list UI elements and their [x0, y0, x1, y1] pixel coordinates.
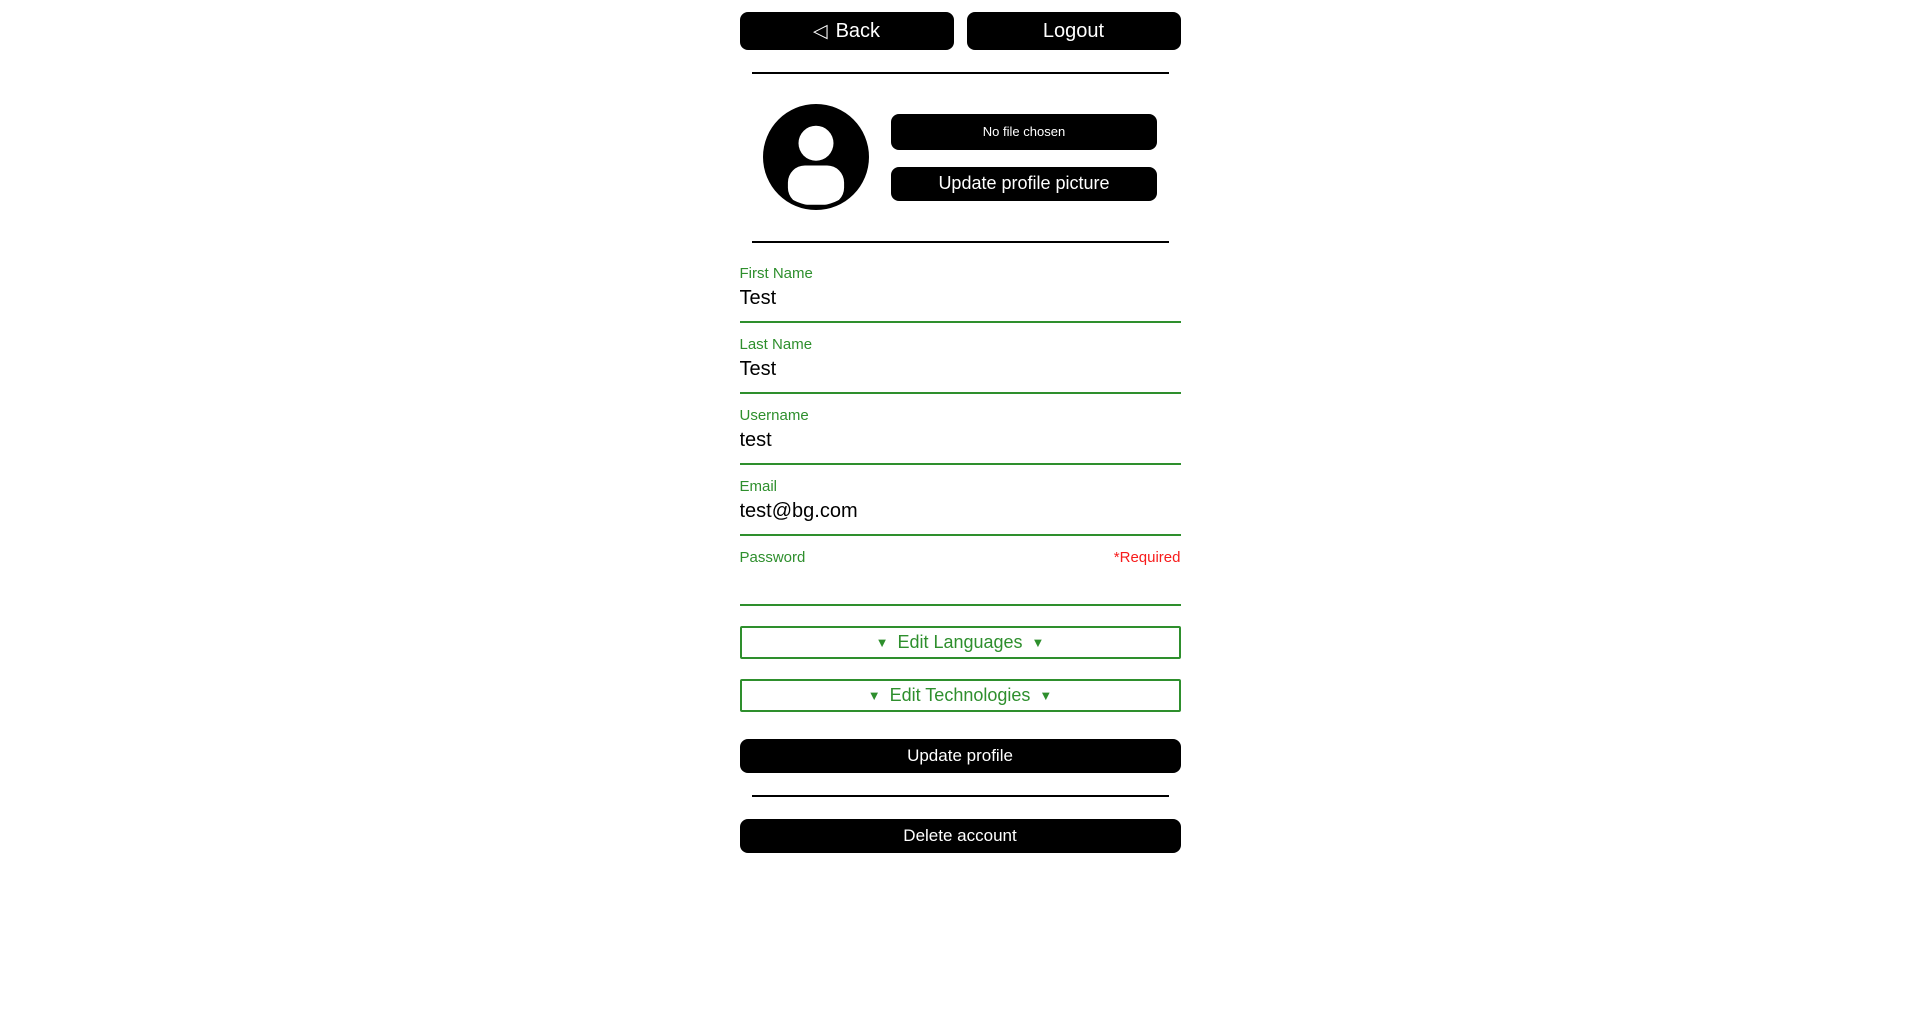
- back-button-label: Back: [835, 19, 881, 42]
- divider-profile: [752, 241, 1169, 243]
- last-name-label: Last Name: [739, 336, 813, 353]
- profile-form-container: [740, 0, 1181, 853]
- password-label: Password: [739, 549, 806, 566]
- triangle-down-icon: ▼: [875, 635, 889, 650]
- field-password: [740, 549, 1181, 606]
- profile-picture-section: [740, 104, 1181, 210]
- back-icon: ◁: [812, 20, 828, 42]
- username-input[interactable]: [740, 425, 1181, 465]
- delete-account-button[interactable]: Delete account: [740, 819, 1181, 853]
- file-input-button[interactable]: No file chosen: [891, 114, 1157, 150]
- field-first-name: [740, 265, 1181, 323]
- password-label-row: [740, 549, 1181, 566]
- edit-languages-label: Edit Languages: [897, 632, 1023, 652]
- field-email: [740, 478, 1181, 536]
- email-input[interactable]: [740, 496, 1181, 536]
- email-label: Email: [739, 478, 778, 495]
- update-profile-picture-button[interactable]: Update profile picture: [891, 167, 1157, 201]
- header: [740, 12, 1181, 50]
- password-input[interactable]: [740, 566, 1181, 606]
- edit-technologies-button[interactable]: [740, 679, 1181, 712]
- field-last-name: [740, 336, 1181, 394]
- username-label: Username: [739, 407, 809, 424]
- triangle-down-icon: ▼: [1031, 635, 1045, 650]
- back-button[interactable]: [740, 12, 954, 50]
- edit-languages-button[interactable]: [740, 626, 1181, 659]
- logout-button[interactable]: Logout: [967, 12, 1181, 50]
- avatar-person-icon: [763, 104, 869, 210]
- profile-picture-buttons: [891, 114, 1157, 201]
- field-username: [740, 407, 1181, 465]
- last-name-input[interactable]: [740, 354, 1181, 394]
- divider-top: [752, 72, 1169, 74]
- first-name-input[interactable]: [740, 283, 1181, 323]
- edit-technologies-label: Edit Technologies: [889, 685, 1031, 705]
- required-note: *Required: [1113, 549, 1181, 566]
- update-profile-button[interactable]: Update profile: [740, 739, 1181, 773]
- triangle-down-icon: ▼: [867, 688, 881, 703]
- triangle-down-icon: ▼: [1039, 688, 1053, 703]
- divider-danger: [752, 795, 1169, 797]
- first-name-label: First Name: [739, 265, 813, 282]
